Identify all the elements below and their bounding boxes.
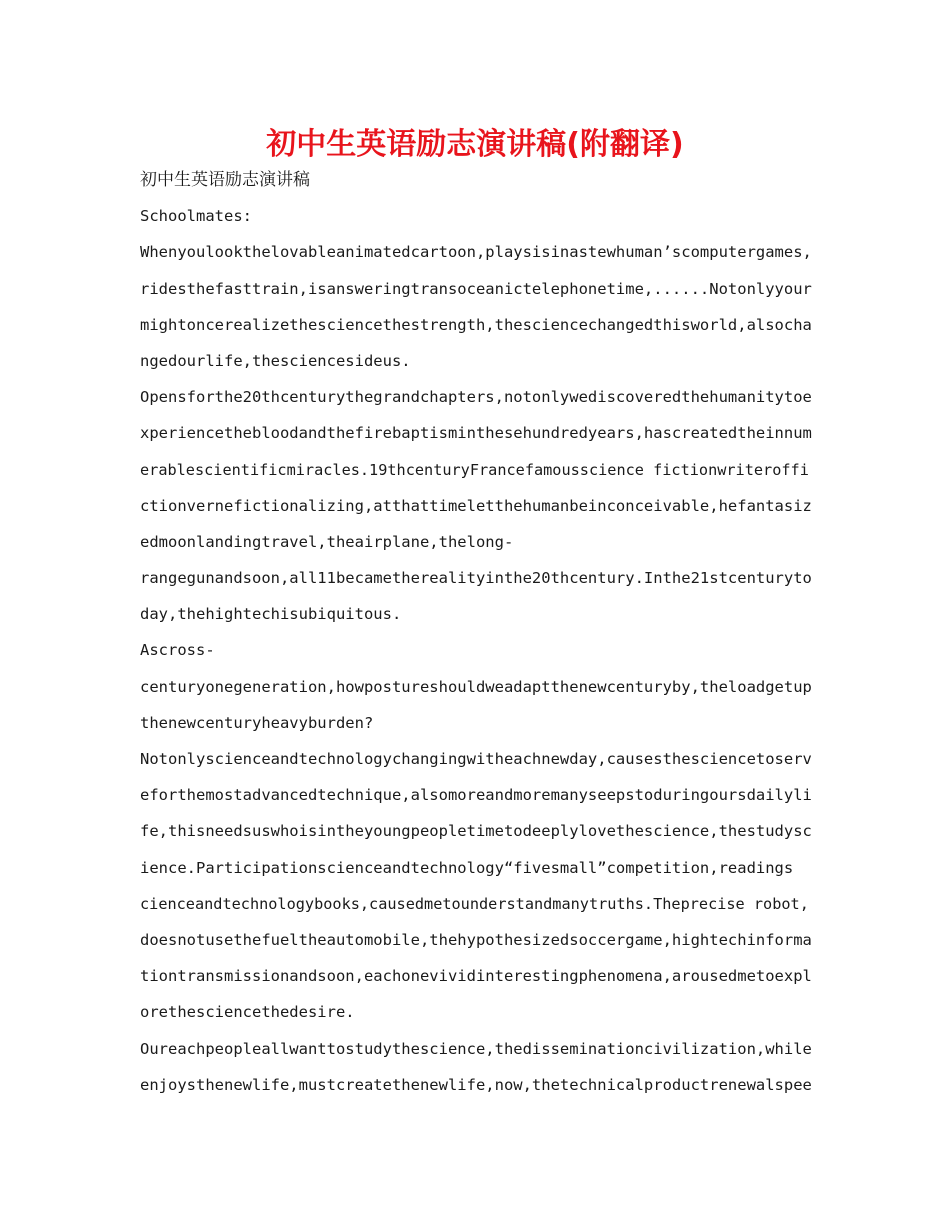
text-line: Whenyoulookthelovableanimatedcartoon,playsisinastewhuman’scomputergames, xyxy=(140,243,812,262)
subtitle-line: 初中生英语励志演讲稿 xyxy=(140,170,310,190)
document-body xyxy=(140,166,812,1107)
text-line: Schoolmates: xyxy=(140,207,252,226)
text-line: fe,thisneedsuswhoisintheyoungpeopletimetodeeplylovethescience,thestudysc xyxy=(140,822,812,841)
text-line: ience.Participationscienceandtechnology“fivesmall”competition,readings xyxy=(140,858,794,877)
document-title: 初中生英语励志演讲稿(附翻译) xyxy=(266,127,684,162)
text-line: rangegunandsoon,all11becametherealityinthe20thcentury.Inthe21stcenturyto xyxy=(140,569,812,588)
text-line: doesnotusethefueltheautomobile,thehypothesizedsoccergame,hightechinforma xyxy=(140,930,812,949)
text-line: centuryonegeneration,howpostureshouldweadaptthenewcenturyby,theloadgetup xyxy=(140,677,812,696)
text-line: Notonlyscienceandtechnologychangingwitheachnewday,causesthesciencetoserv xyxy=(140,750,812,768)
text-line: mightoncerealizethesciencethestrength,thesciencechangedthisworld,alsocha xyxy=(140,315,812,334)
text-line: thenewcenturyheavyburden? xyxy=(140,713,374,732)
text-line: eforthemostadvancedtechnique,alsomoreandmoremanyseepstoduringoursdailyli xyxy=(140,786,812,805)
text-line: Oureachpeopleallwanttostudythescience,thedisseminationcivilization,while xyxy=(140,1039,812,1058)
text-line: erablescientificmiracles.19thcenturyFrancefamousscience fictionwriteroffi xyxy=(140,460,809,479)
text-line: tiontransmissionandsoon,eachonevividinterestingphenomena,arousedmetoexpl xyxy=(140,967,812,986)
text-line: edmoonlandingtravel,theairplane,thelong- xyxy=(140,532,514,551)
text-line: ngedourlife,thesciencesideus. xyxy=(140,351,411,370)
text-line: orethesciencethedesire. xyxy=(140,1003,355,1022)
text-line: ctionvernefictionalizing,atthattimeletthehumanbeinconceivable,hefantasiz xyxy=(140,496,812,515)
text-line: day,thehightechisubiquitous. xyxy=(140,605,402,624)
text-line: ridesthefasttrain,isansweringtransoceanictelephonetime,......Notonlyyour xyxy=(140,279,812,298)
text-line: Ascross- xyxy=(140,641,215,660)
text-line: cienceandtechnologybooks,causedmetounderstandmanytruths.Theprecise robot, xyxy=(140,894,809,913)
text-line: Opensforthe20thcenturythegrandchapters,notonlywediscoveredthehumanitytoe xyxy=(140,388,812,407)
text-line: xperiencethebloodandthefirebaptisminthesehundredyears,hascreatedtheinnum xyxy=(140,424,812,443)
text-line: enjoysthenewlife,mustcreatethenewlife,now,thetechnicalproductrenewalspee xyxy=(140,1075,812,1094)
